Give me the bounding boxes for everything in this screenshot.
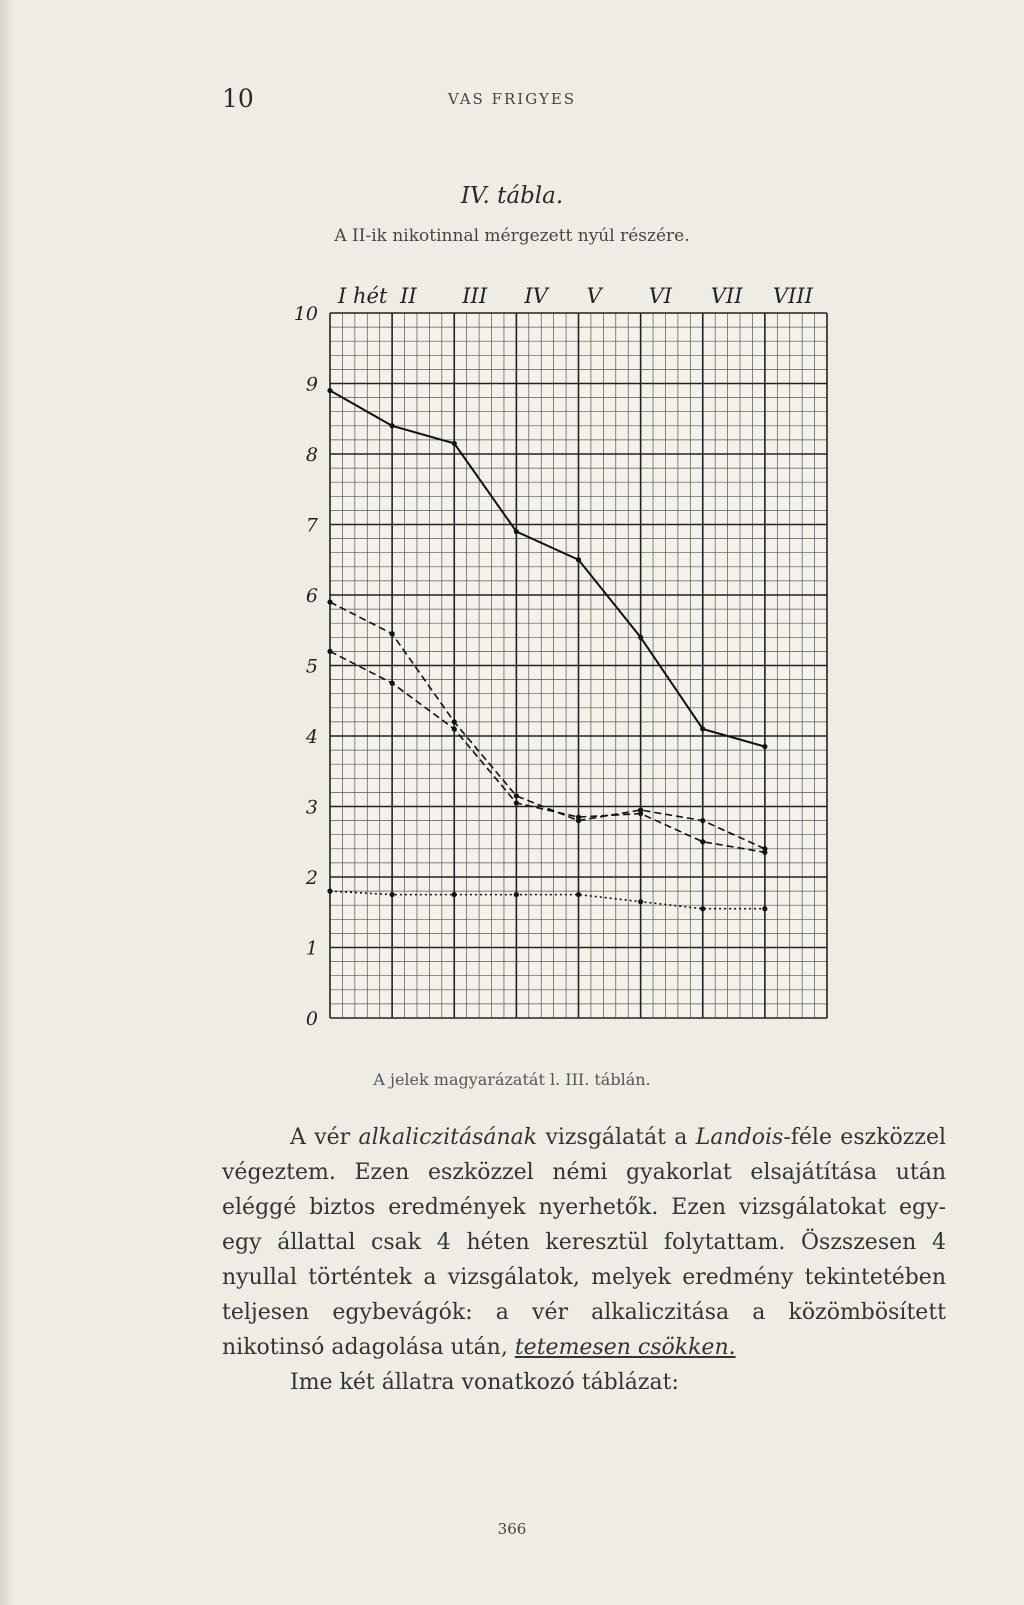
x-tick-label: IV (524, 284, 548, 308)
page-footer-number: 366 (497, 1520, 527, 1538)
page-number: 10 (222, 84, 254, 113)
x-tick-label: VIII (772, 284, 813, 308)
series-point (327, 388, 332, 393)
emphasis-landois: Landois (695, 1125, 784, 1150)
table-title: IV. tábla. (460, 183, 564, 209)
emphasis-alkaliczitas: alkaliczitásának (358, 1125, 538, 1150)
figure-caption: A jelek magyarázatát l. III. táblán. (373, 1070, 651, 1089)
series-point (638, 899, 643, 904)
series-point (327, 649, 332, 654)
table-subtitle: A II-ik nikotinnal mérgezett nyúl részére. (334, 226, 690, 246)
series-point (700, 906, 705, 911)
y-tick-label: 0 (305, 1008, 318, 1030)
y-tick-label: 6 (305, 585, 318, 607)
series-point (514, 800, 519, 805)
line-chart (290, 270, 850, 1050)
series-point (452, 892, 457, 897)
chart-figure (290, 270, 850, 1054)
series-point (762, 744, 767, 749)
series-point (762, 850, 767, 855)
series-point (700, 839, 705, 844)
series-point (514, 529, 519, 534)
series-point (514, 892, 519, 897)
series-point (576, 814, 581, 819)
series-point (700, 726, 705, 731)
body-text (222, 1120, 946, 1400)
x-tick-label: III (462, 284, 488, 308)
x-tick-label: V (586, 284, 602, 308)
x-tick-label: VI (648, 284, 673, 308)
running-head: VAS FRIGYES (447, 90, 577, 108)
series-point (452, 441, 457, 446)
paragraph-1: A vér alkaliczitásának vizsgálatát a Landois-féle eszközzel végeztem. Ezen eszközzel némi gyakorlat elsajátítása után eléggé biztos eredmények nyerhetők. Ezen vizsgálatokat egy-egy állattal csak 4 héten keresztül folytattam. Öszszesen 4 nyullal történtek a vizsgálatok, melyek eredmény tekintetében teljesen egybevágók: a vér alkaliczitása a közömbösített nikotinsó adagolása után, tetemesen csökken. (222, 1125, 947, 1360)
series-point (762, 906, 767, 911)
y-tick-label: 4 (305, 726, 318, 748)
y-tick-label: 9 (305, 373, 318, 396)
series-point (514, 793, 519, 798)
series-point (700, 818, 705, 823)
series-point (638, 635, 643, 640)
series-point (638, 811, 643, 816)
y-tick-label: 3 (305, 796, 318, 819)
series-point (576, 557, 581, 562)
series-point (452, 726, 457, 731)
series-point (327, 889, 332, 894)
series-point (452, 719, 457, 724)
y-tick-label: 10 (293, 303, 318, 325)
y-tick-label: 2 (305, 867, 318, 889)
x-tick-label: II (400, 284, 417, 308)
series-point (390, 892, 395, 897)
y-tick-label: 1 (305, 937, 318, 960)
series-point (390, 681, 395, 686)
y-tick-label: 8 (305, 444, 318, 466)
x-tick-label: VII (710, 284, 743, 308)
series-point (390, 423, 395, 428)
emphasis-conclusion: tetemesen csökken. (514, 1335, 736, 1360)
series-point (327, 599, 332, 604)
series-point (390, 631, 395, 636)
y-tick-label: 5 (305, 655, 318, 678)
series-point (576, 892, 581, 897)
y-tick-label: 7 (305, 514, 318, 537)
paragraph-2: Ime két állatra vonatkozó táblázat: (290, 1370, 679, 1395)
x-tick-label: I hét (338, 284, 388, 308)
